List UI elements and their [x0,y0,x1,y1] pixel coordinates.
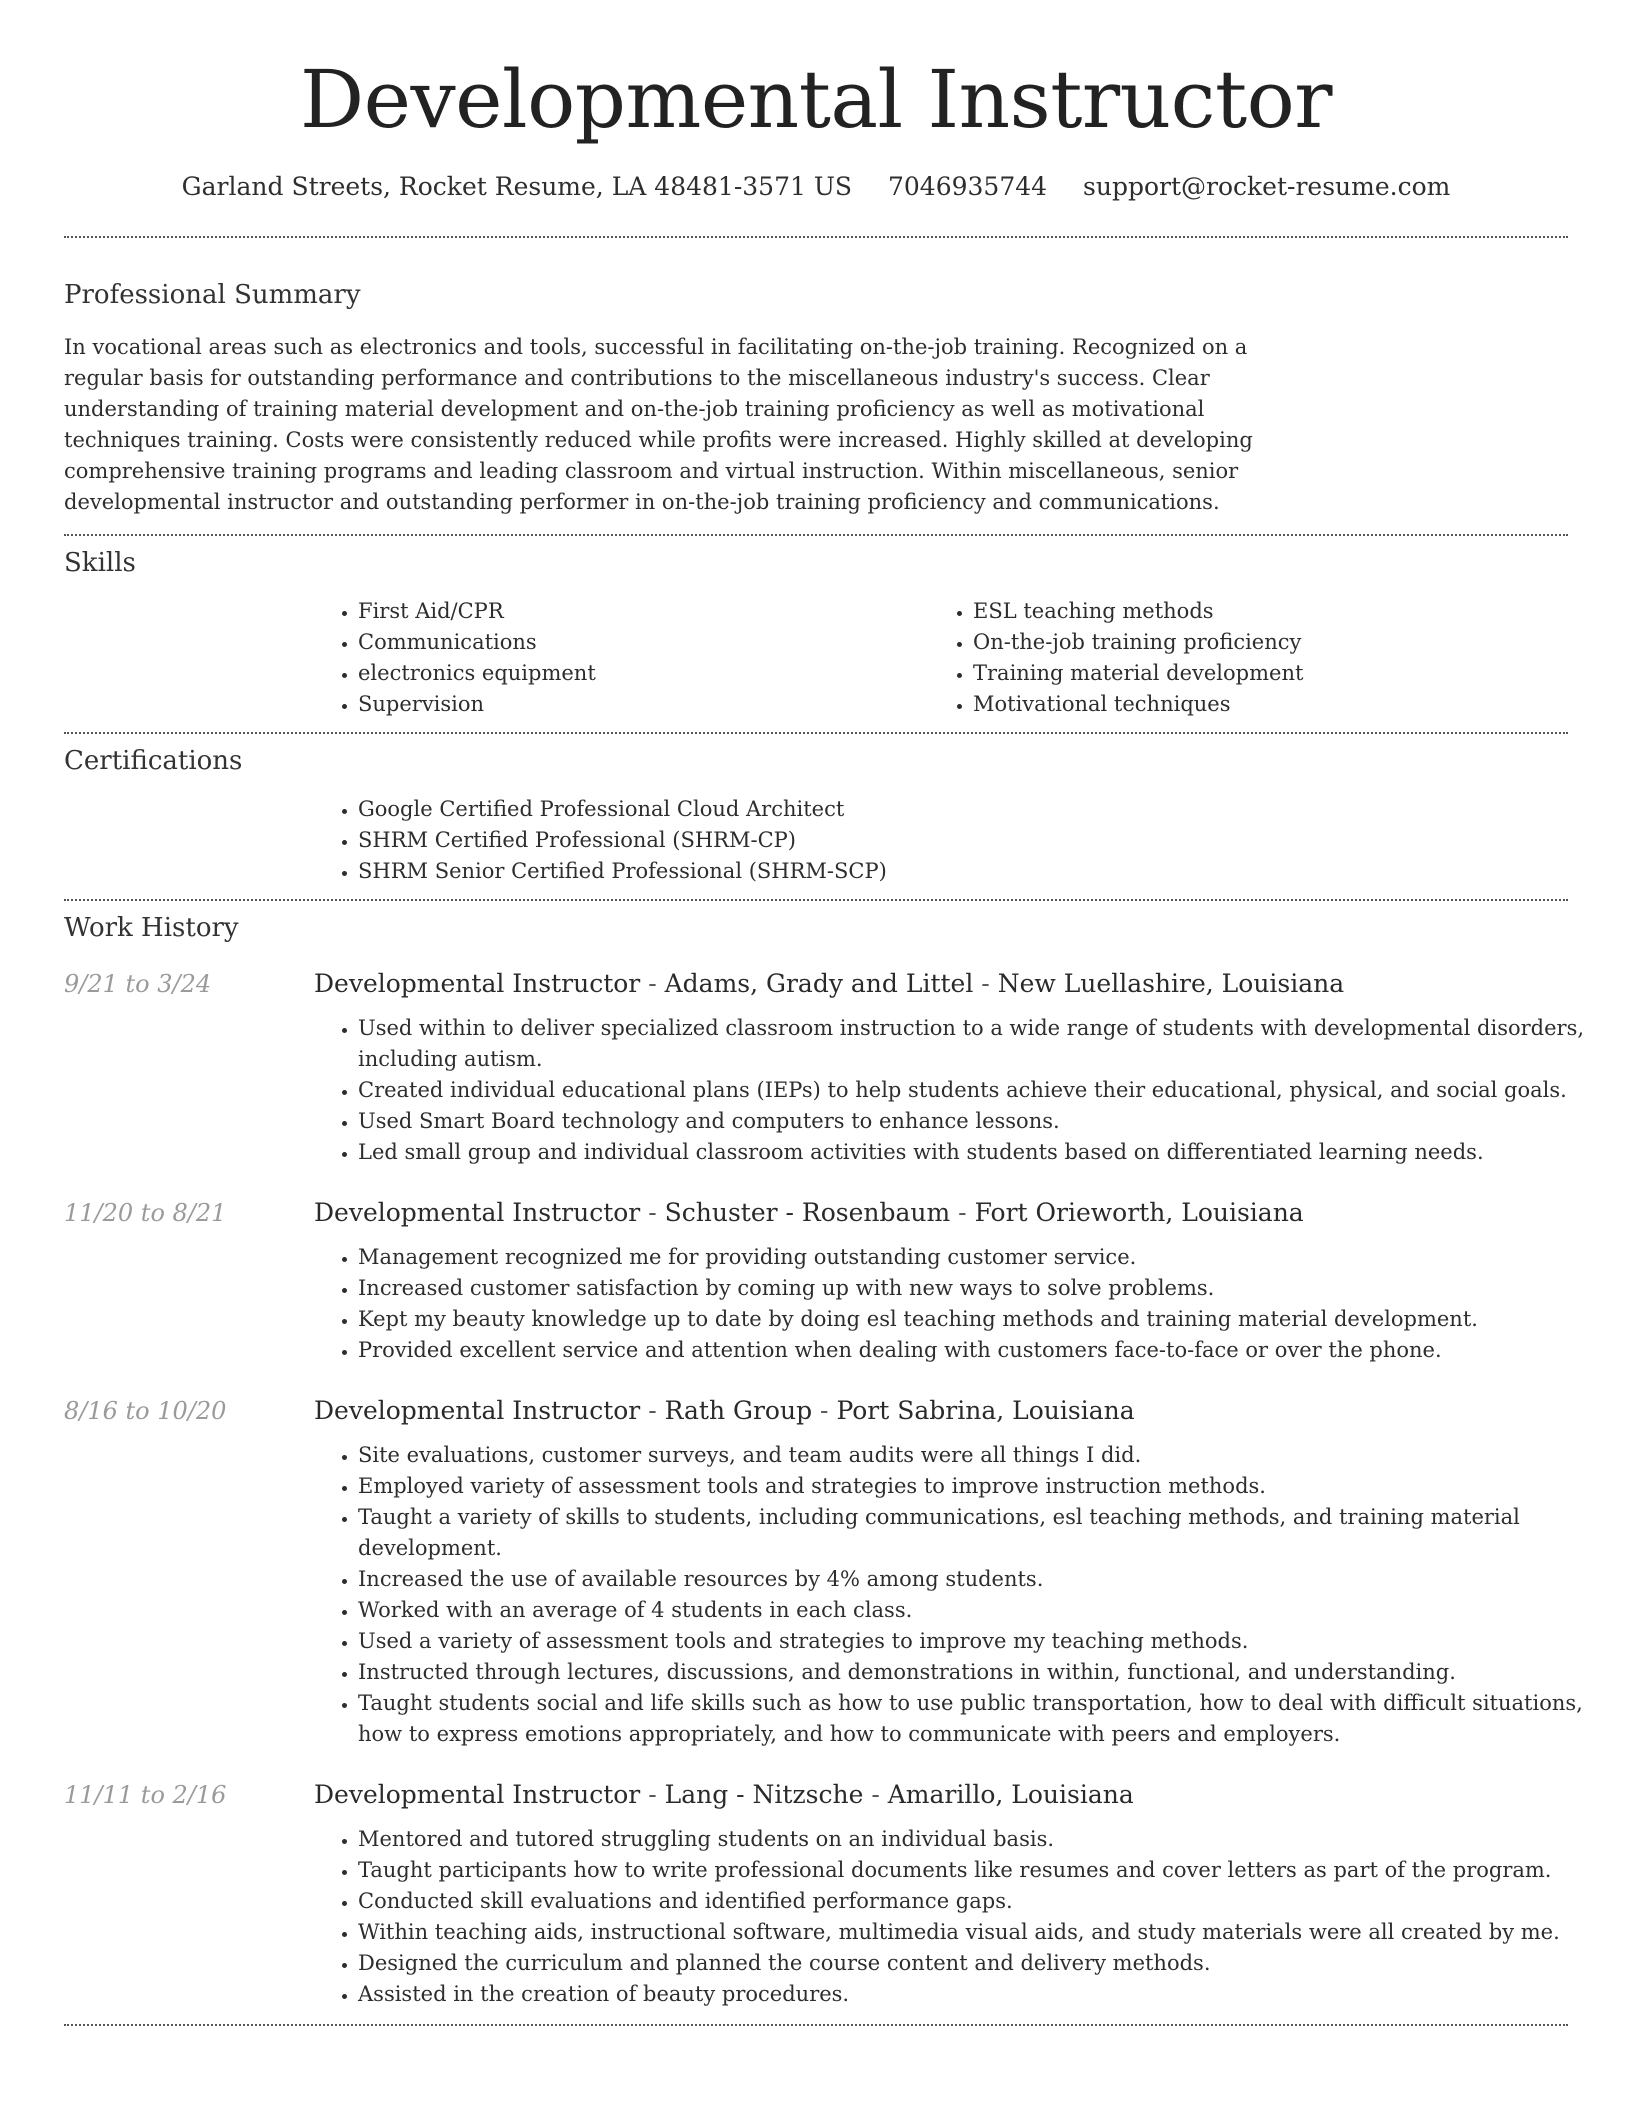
job-bullets [314,1824,1612,2010]
job-bullets [314,1440,1612,1750]
job-bullet: • Designed the curriculum and planned the course content and delivery methods. [358,1948,1612,1979]
job-bullets [314,1242,1612,1366]
certification-item: • SHRM Senior Certified Professional (SHRM-SCP) [358,856,1568,887]
contact-phone: 7046935744 [888,172,1048,201]
summary-title: Professional Summary [64,280,361,310]
job-header-row [64,1778,1568,1812]
job-bullet: • Used Smart Board technology and computers to enhance lessons. [358,1106,1612,1137]
skills-section [64,546,1568,720]
job-company: Rath Group [664,1396,813,1425]
job-location: Port Sabrina, Louisiana [836,1396,1135,1425]
summary-text: In vocational areas such as electronics and tools, successful in facilitating on-the-job training. Recognized on a regular basis for outstanding performance and contributions to the miscellaneous industry's success. Clear understanding of training material development and on-the-job training proficiency as well as motivational techniques training. Costs were consistently reduced while profits were increased. Highly skilled at developing comprehensive training programs and leading classroom and virtual instruction. Within miscellaneous, senior developmental instructor and outstanding performer in on-the-job training proficiency and communications. [64,335,1253,514]
skill-item: • Training material development [973,658,1544,689]
section-divider [64,2024,1568,2026]
work-history-section [64,911,1585,2010]
certification-item: • Google Certified Professional Cloud Architect [358,794,1568,825]
skill-item: • Motivational techniques [973,689,1544,720]
job-dates: 8/16 to 10/20 [64,1397,227,1425]
job-bullet: • Taught participants how to write professional documents like resumes and cover letters as part of the program. [358,1855,1612,1886]
job-heading: Developmental Instructor - Schuster - Rosenbaum - Fort Orieworth, Louisiana [314,1198,1304,1227]
skill-item: • Communications [358,627,929,658]
job-entry [64,1778,1568,2010]
job-bullet: • Increased customer satisfaction by coming up with new ways to solve problems. [358,1273,1612,1304]
skills-title: Skills [64,548,136,578]
job-bullet: • Used a variety of assessment tools and strategies to improve my teaching methods. [358,1626,1612,1657]
job-role: Developmental Instructor [314,1780,641,1809]
job-bullet: • Taught a variety of skills to students, including communications, esl teaching methods, and training material development. [358,1502,1612,1564]
job-role: Developmental Instructor [314,969,641,998]
job-location: Amarillo, Louisiana [887,1780,1134,1809]
certifications-title: Certifications [64,746,243,776]
job-header-row [64,1394,1568,1428]
job-bullet: • Management recognized me for providing outstanding customer service. [358,1242,1612,1273]
job-bullet: • Employed variety of assessment tools and strategies to improve instruction methods. [358,1471,1612,1502]
contact-address: Garland Streets, Rocket Resume, LA 48481-3571 US [181,172,853,201]
job-header-row [64,967,1568,1001]
resume-name: Developmental Instructor [299,53,1333,146]
job-bullet: • Assisted in the creation of beauty procedures. [358,1979,1612,2010]
job-bullet: • Used within to deliver specialized classroom instruction to a wide range of students with developmental disorders, including autism. [358,1013,1612,1075]
skills-list-left [314,596,929,720]
job-heading: Developmental Instructor - Lang - Nitzsche - Amarillo, Louisiana [314,1780,1134,1809]
job-bullet: • Mentored and tutored struggling students on an individual basis. [358,1824,1612,1855]
job-bullet: • Increased the use of available resources by 4% among students. [358,1564,1612,1595]
job-bullet: • Site evaluations, customer surveys, and team audits were all things I did. [358,1440,1612,1471]
job-bullet: • Instructed through lectures, discussions, and demonstrations in within, functional, and understanding. [358,1657,1612,1688]
job-bullet: • Taught students social and life skills such as how to use public transportation, how to deal with difficult situations, how to express emotions appropriately, and how to communicate with peers and employers. [358,1688,1612,1750]
job-company: Schuster - Rosenbaum [664,1198,951,1227]
job-dates: 9/21 to 3/24 [64,970,212,998]
certification-item: • SHRM Certified Professional (SHRM-CP) [358,825,1568,856]
skill-item: • electronics equipment [358,658,929,689]
job-company: Lang - Nitzsche [664,1780,864,1809]
skill-item: • Supervision [358,689,929,720]
skill-item: • On-the-job training proficiency [973,627,1544,658]
certifications-section [64,744,1568,887]
job-entry [64,967,1585,1168]
job-bullet: • Provided excellent service and attention when dealing with customers face-to-face or over the phone. [358,1335,1612,1366]
skills-list-right [929,596,1544,720]
certifications-list [314,794,1568,887]
job-company: Adams, Grady and Littel [664,969,974,998]
job-role: Developmental Instructor [314,1396,641,1425]
job-entry [64,1394,1583,1750]
contact-email: support@rocket-resume.com [1083,172,1451,201]
section-divider [64,899,1568,901]
job-bullet: • Kept my beauty knowledge up to date by doing esl teaching methods and training material development. [358,1304,1612,1335]
section-divider [64,534,1568,536]
contact-line [64,170,1568,204]
resume-page [64,0,1585,2112]
job-bullet: • Created individual educational plans (IEPs) to help students achieve their educational, physical, and social goals. [358,1075,1612,1106]
job-bullets [314,1013,1612,1168]
job-role: Developmental Instructor [314,1198,641,1227]
job-bullet: • Led small group and individual classroom activities with students based on differentiated learning needs. [358,1137,1612,1168]
job-bullet: • Within teaching aids, instructional software, multimedia visual aids, and study materials were all created by me. [358,1917,1612,1948]
section-divider [64,236,1568,238]
work-history-title: Work History [64,913,239,943]
skills-grid [314,596,1568,720]
job-header-row [64,1196,1568,1230]
job-dates: 11/20 to 8/21 [64,1199,227,1227]
job-heading: Developmental Instructor - Rath Group - Port Sabrina, Louisiana [314,1396,1135,1425]
job-bullet: • Worked with an average of 4 students in each class. [358,1595,1612,1626]
job-location: Fort Orieworth, Louisiana [974,1198,1304,1227]
summary-section [64,278,1568,518]
job-dates: 11/11 to 2/16 [64,1781,227,1809]
job-bullet: • Conducted skill evaluations and identified performance gaps. [358,1886,1612,1917]
job-location: New Luellashire, Louisiana [997,969,1345,998]
skill-item: • ESL teaching methods [973,596,1544,627]
job-heading: Developmental Instructor - Adams, Grady and Littel - New Luellashire, Louisiana [314,969,1345,998]
section-divider [64,732,1568,734]
skill-item: • First Aid/CPR [358,596,929,627]
job-entry [64,1196,1568,1366]
